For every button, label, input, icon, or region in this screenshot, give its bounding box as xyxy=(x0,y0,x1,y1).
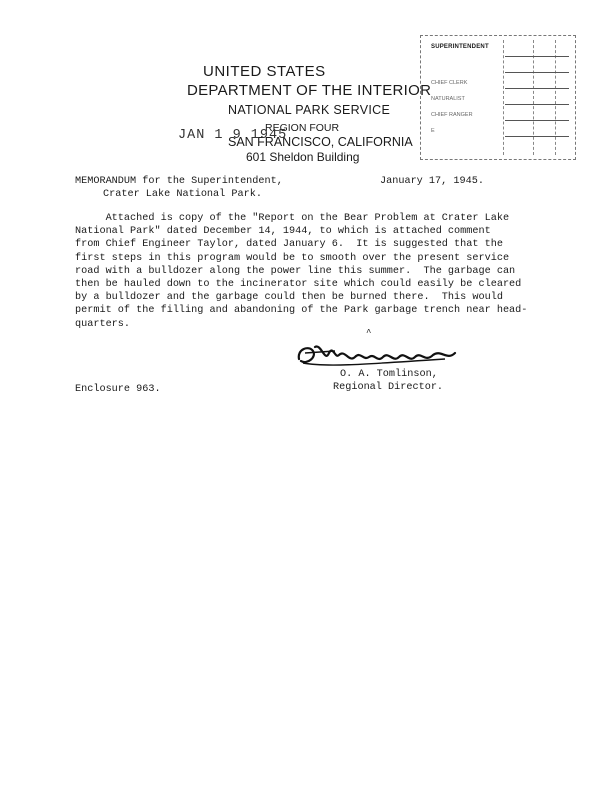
memo-addressee-line2: Crater Lake National Park. xyxy=(103,189,262,200)
routing-slip-rule xyxy=(505,104,569,105)
memo-body-line: National Park" dated December 14, 1944, to which is attached comment xyxy=(75,226,491,238)
signer-name: O. A. Tomlinson, xyxy=(340,369,438,380)
routing-slip-rule xyxy=(505,120,569,121)
signer-title: Regional Director. xyxy=(333,382,444,393)
enclosure-note: Enclosure 963. xyxy=(75,384,161,395)
routing-slip-rule xyxy=(505,136,569,137)
memo-body-line: from Chief Engineer Taylor, dated January 6. It is suggested that the xyxy=(75,239,503,251)
routing-slip-row: CHIEF CLERK xyxy=(431,80,468,86)
memo-date: January 17, 1945. xyxy=(380,176,484,187)
received-date-stamp: JAN 1 9 1945 xyxy=(178,128,288,143)
routing-slip-row: CHIEF RANGER xyxy=(431,112,473,118)
memo-addressee-line1: MEMORANDUM for the Superintendent, xyxy=(75,176,283,187)
memo-body-line: road with a bulldozer along the power line this summer. The garbage can xyxy=(75,265,516,277)
memo-body xyxy=(75,212,527,331)
memo-body-line: quarters. xyxy=(75,318,131,330)
routing-slip-divider xyxy=(503,40,504,155)
letterhead-region: REGION FOUR xyxy=(265,122,340,134)
memo-body-line: by a bulldozer and the garbage could then be burned there. This would xyxy=(75,292,503,304)
routing-slip-row: NATURALIST xyxy=(431,96,465,102)
routing-slip-row: E xyxy=(431,128,435,134)
letterhead-service: NATIONAL PARK SERVICE xyxy=(228,103,391,117)
caret-mark: ^ xyxy=(366,328,372,338)
letterhead-city: SAN FRANCISCO, CALIFORNIA xyxy=(228,135,413,149)
memo-body-line: then be hauled down to the incinerator site which could easily be cleared xyxy=(75,279,522,291)
memo-body-line: permit of the filling and abandoning of the Park garbage trench near head- xyxy=(75,305,528,317)
memo-body-line: Attached is copy of the "Report on the Bear Problem at Crater Lake xyxy=(75,213,510,224)
routing-slip-rule xyxy=(505,72,569,73)
routing-slip-header: SUPERINTENDENT xyxy=(431,44,489,50)
routing-slip-divider xyxy=(555,40,556,155)
letterhead-address: 601 Sheldon Building xyxy=(246,150,360,164)
letterhead-united-states: UNITED STATES xyxy=(203,63,326,80)
routing-slip-rule xyxy=(505,56,569,57)
letterhead-department: DEPARTMENT OF THE INTERIOR xyxy=(187,82,432,99)
routing-slip-divider xyxy=(533,40,534,155)
routing-slip-rule xyxy=(505,88,569,89)
routing-slip xyxy=(420,35,576,160)
memo-body-line: first steps in this program would be to smooth over the present service xyxy=(75,252,510,264)
